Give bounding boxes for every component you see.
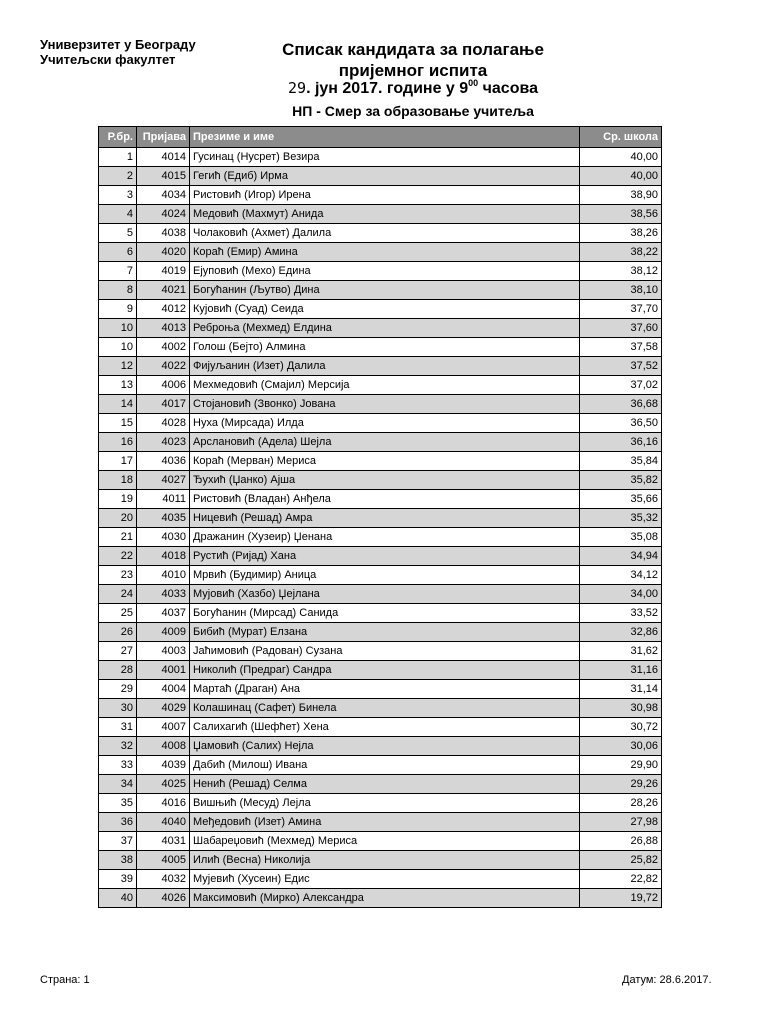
rank-cell: 5 (99, 224, 137, 243)
school-average-cell: 32,86 (580, 623, 662, 642)
school-average-cell: 38,56 (580, 205, 662, 224)
school-average-cell: 25,82 (580, 851, 662, 870)
table-row (99, 718, 662, 737)
table-row (99, 623, 662, 642)
table-row (99, 832, 662, 851)
table-row (99, 167, 662, 186)
school-average-cell: 26,88 (580, 832, 662, 851)
exam-time-suffix: часова (478, 80, 538, 97)
application-cell: 4032 (137, 870, 190, 889)
application-cell: 4037 (137, 604, 190, 623)
table-row (99, 262, 662, 281)
rank-cell: 25 (99, 604, 137, 623)
rank-cell: 6 (99, 243, 137, 262)
school-average-cell: 31,62 (580, 642, 662, 661)
table-row (99, 851, 662, 870)
page-number: Страна: 1 (40, 974, 90, 986)
name-cell: Кораћ (Емир) Амина (190, 243, 580, 262)
exam-time-minutes: 00 (468, 78, 479, 88)
rank-cell: 12 (99, 357, 137, 376)
application-cell: 4018 (137, 547, 190, 566)
school-average-cell: 38,12 (580, 262, 662, 281)
school-average-cell: 27,98 (580, 813, 662, 832)
table-row (99, 376, 662, 395)
table-row (99, 300, 662, 319)
application-cell: 4009 (137, 623, 190, 642)
name-cell: Фијуљанин (Изет) Далила (190, 357, 580, 376)
rank-cell: 10 (99, 319, 137, 338)
application-cell: 4015 (137, 167, 190, 186)
application-cell: 4038 (137, 224, 190, 243)
table-row (99, 737, 662, 756)
school-average-cell: 38,26 (580, 224, 662, 243)
col-header-rank: Р.бр. (99, 127, 137, 148)
table-row (99, 224, 662, 243)
table-row (99, 680, 662, 699)
rank-cell: 39 (99, 870, 137, 889)
rank-cell: 38 (99, 851, 137, 870)
school-average-cell: 38,90 (580, 186, 662, 205)
application-cell: 4021 (137, 281, 190, 300)
school-average-cell: 38,22 (580, 243, 662, 262)
school-average-cell: 35,82 (580, 471, 662, 490)
school-average-cell: 31,16 (580, 661, 662, 680)
rank-cell: 10 (99, 338, 137, 357)
name-cell: Богућанин (Мирсад) Санида (190, 604, 580, 623)
school-average-cell: 37,60 (580, 319, 662, 338)
name-cell: Голош (Бејто) Алмина (190, 338, 580, 357)
table-row (99, 357, 662, 376)
name-cell: Јаћимовић (Радован) Сузана (190, 642, 580, 661)
candidates-table (98, 126, 662, 908)
school-average-cell: 28,26 (580, 794, 662, 813)
rank-cell: 2 (99, 167, 137, 186)
school-average-cell: 37,52 (580, 357, 662, 376)
application-cell: 4028 (137, 414, 190, 433)
faculty-name: Учитељски факултет (40, 52, 176, 67)
name-cell: Ејуповић (Мехо) Едина (190, 262, 580, 281)
rank-cell: 35 (99, 794, 137, 813)
name-cell: Кораћ (Мерван) Мериса (190, 452, 580, 471)
application-cell: 4033 (137, 585, 190, 604)
table-row (99, 756, 662, 775)
application-cell: 4006 (137, 376, 190, 395)
application-cell: 4004 (137, 680, 190, 699)
table-row (99, 794, 662, 813)
rank-cell: 30 (99, 699, 137, 718)
name-cell: Николић (Предраг) Сандра (190, 661, 580, 680)
application-cell: 4034 (137, 186, 190, 205)
table-row (99, 528, 662, 547)
name-cell: Медовић (Махмут) Анида (190, 205, 580, 224)
school-average-cell: 31,14 (580, 680, 662, 699)
rank-cell: 3 (99, 186, 137, 205)
application-cell: 4003 (137, 642, 190, 661)
school-average-cell: 34,94 (580, 547, 662, 566)
name-cell: Арслановић (Адела) Шејла (190, 433, 580, 452)
application-cell: 4023 (137, 433, 190, 452)
application-cell: 4035 (137, 509, 190, 528)
exam-date-text: . јун 2017. године у 9 (306, 80, 469, 97)
name-cell: Вишњић (Месуд) Лејла (190, 794, 580, 813)
table-row (99, 338, 662, 357)
table-row (99, 566, 662, 585)
name-cell: Богућанин (Љутво) Дина (190, 281, 580, 300)
table-row (99, 319, 662, 338)
rank-cell: 29 (99, 680, 137, 699)
application-cell: 4030 (137, 528, 190, 547)
application-cell: 4002 (137, 338, 190, 357)
school-average-cell: 40,00 (580, 148, 662, 167)
rank-cell: 14 (99, 395, 137, 414)
school-average-cell: 37,02 (580, 376, 662, 395)
application-cell: 4027 (137, 471, 190, 490)
application-cell: 4019 (137, 262, 190, 281)
rank-cell: 37 (99, 832, 137, 851)
table-row (99, 870, 662, 889)
application-cell: 4031 (137, 832, 190, 851)
name-cell: Чолаковић (Ахмет) Далила (190, 224, 580, 243)
rank-cell: 36 (99, 813, 137, 832)
table-row (99, 509, 662, 528)
application-cell: 4013 (137, 319, 190, 338)
application-cell: 4014 (137, 148, 190, 167)
name-cell: Џамовић (Салих) Нејла (190, 737, 580, 756)
name-cell: Реброња (Мехмед) Елдина (190, 319, 580, 338)
table-row (99, 452, 662, 471)
name-cell: Ненић (Решад) Селма (190, 775, 580, 794)
school-average-cell: 35,32 (580, 509, 662, 528)
table-row (99, 585, 662, 604)
university-name: Универзитет у Београду (40, 37, 196, 52)
name-cell: Стојановић (Звонко) Јована (190, 395, 580, 414)
col-header-school-average: Ср. школа (580, 127, 662, 148)
application-cell: 4007 (137, 718, 190, 737)
application-cell: 4029 (137, 699, 190, 718)
application-cell: 4017 (137, 395, 190, 414)
application-cell: 4039 (137, 756, 190, 775)
name-cell: Бибић (Мурат) Елзана (190, 623, 580, 642)
table-row (99, 186, 662, 205)
school-average-cell: 19,72 (580, 889, 662, 908)
print-date: Датум: 28.6.2017. (622, 974, 712, 986)
rank-cell: 23 (99, 566, 137, 585)
rank-cell: 21 (99, 528, 137, 547)
school-average-cell: 40,00 (580, 167, 662, 186)
rank-cell: 31 (99, 718, 137, 737)
application-cell: 4040 (137, 813, 190, 832)
rank-cell: 18 (99, 471, 137, 490)
document-title: Списак кандидата за полагање (282, 40, 544, 59)
rank-cell: 7 (99, 262, 137, 281)
study-program: НП - Смер за образовање учитеља (292, 103, 534, 119)
name-cell: Ђухић (Џанко) Ајша (190, 471, 580, 490)
application-cell: 4022 (137, 357, 190, 376)
application-cell: 4020 (137, 243, 190, 262)
table-row (99, 490, 662, 509)
rank-cell: 1 (99, 148, 137, 167)
rank-cell: 24 (99, 585, 137, 604)
school-average-cell: 35,84 (580, 452, 662, 471)
school-average-cell: 37,58 (580, 338, 662, 357)
exam-date (240, 78, 586, 99)
application-cell: 4008 (137, 737, 190, 756)
rank-cell: 15 (99, 414, 137, 433)
name-cell: Мартаћ (Драган) Ана (190, 680, 580, 699)
rank-cell: 34 (99, 775, 137, 794)
name-cell: Мехмедовић (Смајил) Мерсија (190, 376, 580, 395)
name-cell: Нуха (Мирсада) Илда (190, 414, 580, 433)
application-cell: 4026 (137, 889, 190, 908)
school-average-cell: 38,10 (580, 281, 662, 300)
application-cell: 4012 (137, 300, 190, 319)
name-cell: Ристовић (Игор) Ирена (190, 186, 580, 205)
school-average-cell: 35,66 (580, 490, 662, 509)
table-row (99, 775, 662, 794)
name-cell: Шабареџовић (Мехмед) Мериса (190, 832, 580, 851)
name-cell: Колашинац (Сафет) Бинела (190, 699, 580, 718)
school-average-cell: 29,26 (580, 775, 662, 794)
rank-cell: 22 (99, 547, 137, 566)
rank-cell: 40 (99, 889, 137, 908)
table-row (99, 433, 662, 452)
name-cell: Гусинац (Нусрет) Везира (190, 148, 580, 167)
table-row (99, 395, 662, 414)
name-cell: Илић (Весна) Николија (190, 851, 580, 870)
table-row (99, 243, 662, 262)
rank-cell: 26 (99, 623, 137, 642)
school-average-cell: 30,06 (580, 737, 662, 756)
school-average-cell: 29,90 (580, 756, 662, 775)
school-average-cell: 36,68 (580, 395, 662, 414)
rank-cell: 28 (99, 661, 137, 680)
school-average-cell: 36,50 (580, 414, 662, 433)
name-cell: Међедовић (Изет) Амина (190, 813, 580, 832)
application-cell: 4025 (137, 775, 190, 794)
name-cell: Дражанин (Хузеир) Џенана (190, 528, 580, 547)
table-header-row (99, 127, 662, 148)
rank-cell: 16 (99, 433, 137, 452)
table-row (99, 699, 662, 718)
rank-cell: 13 (99, 376, 137, 395)
table-row (99, 661, 662, 680)
name-cell: Дабић (Милош) Ивана (190, 756, 580, 775)
table-row (99, 414, 662, 433)
name-cell: Кујовић (Суад) Сеида (190, 300, 580, 319)
name-cell: Максимовић (Мирко) Александра (190, 889, 580, 908)
col-header-name: Презиме и име (190, 127, 580, 148)
name-cell: Мрвић (Будимир) Аница (190, 566, 580, 585)
application-cell: 4036 (137, 452, 190, 471)
school-average-cell: 33,52 (580, 604, 662, 623)
name-cell: Ницевић (Решад) Амра (190, 509, 580, 528)
rank-cell: 9 (99, 300, 137, 319)
name-cell: Рустић (Ријад) Хана (190, 547, 580, 566)
school-average-cell: 34,12 (580, 566, 662, 585)
rank-cell: 8 (99, 281, 137, 300)
application-cell: 4001 (137, 661, 190, 680)
table-row (99, 148, 662, 167)
application-cell: 4010 (137, 566, 190, 585)
name-cell: Гегић (Едиб) Ирма (190, 167, 580, 186)
name-cell: Салихагић (Шефћет) Хена (190, 718, 580, 737)
col-header-application: Пријава (137, 127, 190, 148)
table-row (99, 547, 662, 566)
rank-cell: 33 (99, 756, 137, 775)
rank-cell: 27 (99, 642, 137, 661)
table-row (99, 281, 662, 300)
name-cell: Мујевић (Хусеин) Едис (190, 870, 580, 889)
school-average-cell: 34,00 (580, 585, 662, 604)
rank-cell: 32 (99, 737, 137, 756)
school-average-cell: 35,08 (580, 528, 662, 547)
table-row (99, 471, 662, 490)
institution-block (40, 37, 196, 67)
rank-cell: 4 (99, 205, 137, 224)
table-row (99, 205, 662, 224)
school-average-cell: 36,16 (580, 433, 662, 452)
rank-cell: 20 (99, 509, 137, 528)
school-average-cell: 22,82 (580, 870, 662, 889)
school-average-cell: 30,72 (580, 718, 662, 737)
rank-cell: 17 (99, 452, 137, 471)
application-cell: 4016 (137, 794, 190, 813)
school-average-cell: 30,98 (580, 699, 662, 718)
application-cell: 4005 (137, 851, 190, 870)
name-cell: Мујовић (Хазбо) Џејлана (190, 585, 580, 604)
table-row (99, 604, 662, 623)
application-cell: 4024 (137, 205, 190, 224)
table-row (99, 642, 662, 661)
table-row (99, 813, 662, 832)
table-row (99, 889, 662, 908)
school-average-cell: 37,70 (580, 300, 662, 319)
document-subtitle: пријемног испита (338, 61, 488, 80)
name-cell: Ристовић (Владан) Анђела (190, 490, 580, 509)
rank-cell: 19 (99, 490, 137, 509)
application-cell: 4011 (137, 490, 190, 509)
exam-day: 29 (288, 79, 307, 97)
